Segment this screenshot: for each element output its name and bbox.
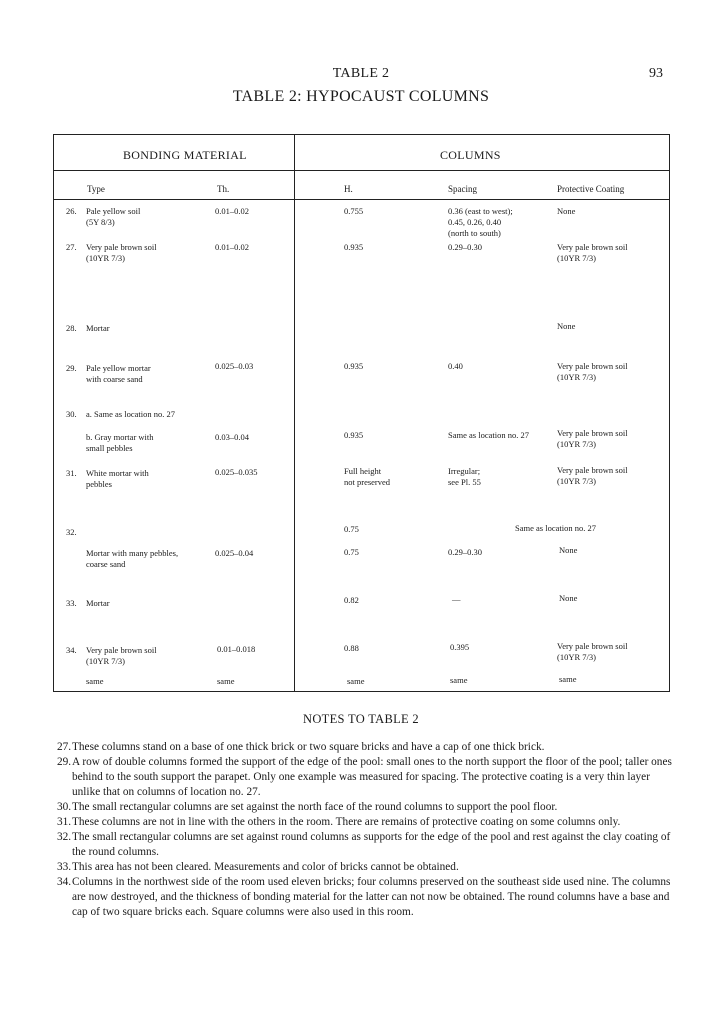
table-vertical-divider bbox=[294, 134, 295, 692]
page-number: 93 bbox=[649, 66, 663, 81]
cell-spacing: 0.40 bbox=[448, 361, 463, 371]
note-number: 33. bbox=[57, 861, 72, 873]
note-text: This area has not been cleared. Measurements and color of bricks cannot be obtained. bbox=[72, 861, 459, 873]
note-item bbox=[57, 860, 677, 875]
cell-coating: Very pale brown soil (10YR 7/3) bbox=[557, 641, 628, 662]
cell-coating: None bbox=[557, 206, 576, 216]
cell-type: Mortar bbox=[86, 323, 110, 333]
cell-spacing: Irregular; see Pl. 55 bbox=[448, 466, 481, 487]
cell-thickness: 0.01–0.02 bbox=[215, 242, 249, 252]
note-text: These columns are not in line with the others in the room. There are remains of protective coating on some columns only. bbox=[72, 816, 621, 828]
page-header-title: TABLE 2 bbox=[332, 66, 390, 81]
note-number: 29. bbox=[57, 756, 72, 768]
note-number: 31. bbox=[57, 816, 72, 828]
cell-height: 0.935 bbox=[344, 242, 364, 252]
row-number: 30. bbox=[66, 409, 77, 419]
cell-height: 0.755 bbox=[344, 206, 364, 216]
row-number: 31. bbox=[66, 468, 77, 478]
cell-type: same bbox=[86, 676, 104, 686]
column-header-protective-coating: Protective Coating bbox=[557, 184, 625, 194]
note-text: These columns stand on a base of one thick brick or two square bricks and have a cap of one thick brick. bbox=[72, 741, 545, 753]
note-text: The small rectangular columns are set against round columns as supports for the edge of the pool and rest against the clay coating of the round columns. bbox=[72, 831, 671, 858]
note-item bbox=[57, 815, 677, 830]
cell-height: 0.82 bbox=[344, 595, 359, 605]
note-number: 30. bbox=[57, 801, 72, 813]
cell-coating: Very pale brown soil (10YR 7/3) bbox=[557, 465, 628, 486]
row-number: 28. bbox=[66, 323, 77, 333]
column-header-height: H. bbox=[344, 184, 353, 194]
table-group-header-rule bbox=[53, 170, 670, 171]
cell-coating: Very pale brown soil (10YR 7/3) bbox=[557, 242, 628, 263]
cell-coating: Very pale brown soil (10YR 7/3) bbox=[557, 361, 628, 382]
cell-height: 0.75 bbox=[344, 547, 359, 557]
cell-thickness: 0.025–0.04 bbox=[215, 548, 254, 558]
cell-spacing: 0.36 (east to west); 0.45, 0.26, 0.40 (north to south) bbox=[448, 206, 513, 238]
cell-thickness: 0.025–0.035 bbox=[215, 467, 258, 477]
cell-type: a. Same as location no. 27 bbox=[86, 409, 175, 419]
cell-spacing: 0.29–0.30 bbox=[448, 547, 482, 557]
column-header-type: Type bbox=[87, 184, 105, 194]
cell-coating: None bbox=[559, 593, 578, 603]
row-number: 34. bbox=[66, 645, 77, 655]
cell-height: 0.88 bbox=[344, 643, 359, 653]
cell-thickness: same bbox=[217, 676, 235, 686]
cell-thickness: 0.01–0.018 bbox=[217, 644, 256, 654]
note-number: 32. bbox=[57, 831, 72, 843]
cell-height: 0.75 bbox=[344, 524, 359, 534]
cell-type: Mortar with many pebbles, coarse sand bbox=[86, 548, 179, 569]
cell-type: White mortar with pebbles bbox=[86, 468, 149, 489]
cell-height: same bbox=[347, 676, 365, 686]
row-number: 27. bbox=[66, 242, 77, 252]
row-number: 33. bbox=[66, 598, 77, 608]
cell-height: Full height not preserved bbox=[344, 466, 391, 487]
note-item bbox=[57, 800, 677, 815]
cell-thickness: 0.025–0.03 bbox=[215, 361, 254, 371]
cell-spacing: same bbox=[450, 675, 468, 685]
column-header-spacing: Spacing bbox=[448, 184, 477, 194]
cell-type: Mortar bbox=[86, 598, 110, 608]
group-header-columns: COLUMNS bbox=[440, 148, 501, 162]
note-item bbox=[57, 740, 677, 755]
cell-spacing: Same as location no. 27 bbox=[448, 430, 529, 440]
cell-spacing: 0.29–0.30 bbox=[448, 242, 482, 252]
cell-height: 0.935 bbox=[344, 430, 364, 440]
note-number: 27. bbox=[57, 741, 72, 753]
note-item bbox=[57, 755, 677, 800]
cell-type: Very pale brown soil (10YR 7/3) bbox=[86, 242, 157, 263]
row-number: 26. bbox=[66, 206, 77, 216]
table-title: TABLE 2: HYPOCAUST COLUMNS bbox=[232, 88, 490, 105]
cell-thickness: 0.01–0.02 bbox=[215, 206, 249, 216]
cell-spacing: — bbox=[452, 594, 461, 604]
cell-thickness: 0.03–0.04 bbox=[215, 432, 249, 442]
note-text: The small rectangular columns are set against the north face of the round columns to support the pool floor. bbox=[72, 801, 558, 813]
cell-type: Pale yellow soil (5Y 8/3) bbox=[86, 206, 141, 227]
row-number: 29. bbox=[66, 363, 77, 373]
cell-coating: None bbox=[557, 321, 576, 331]
cell-type: Pale yellow mortar with coarse sand bbox=[86, 363, 151, 384]
cell-coating: same bbox=[559, 674, 577, 684]
cell-spacing-coating-spanning: Same as location no. 27 bbox=[515, 523, 596, 533]
cell-type: Very pale brown soil (10YR 7/3) bbox=[86, 645, 157, 666]
note-item bbox=[57, 830, 677, 860]
column-header-thickness: Th. bbox=[217, 184, 230, 194]
cell-height: 0.935 bbox=[344, 361, 364, 371]
cell-coating: Very pale brown soil (10YR 7/3) bbox=[557, 428, 628, 449]
group-header-bonding-material: BONDING MATERIAL bbox=[123, 148, 247, 162]
cell-spacing: 0.395 bbox=[450, 642, 470, 652]
row-number: 32. bbox=[66, 527, 77, 537]
note-text: A row of double columns formed the support of the edge of the pool: small ones to the north support the floor of the pool; taller ones behind to the south support the parapet. Only one example was measured for spacing. The protective coating is a very thin layer unlike that on columns of location no. 27. bbox=[72, 756, 672, 798]
cell-coating: None bbox=[559, 545, 578, 555]
note-item bbox=[57, 875, 677, 920]
table-column-header-rule bbox=[53, 199, 670, 200]
notes-title: NOTES TO TABLE 2 bbox=[303, 712, 419, 726]
note-text: Columns in the northwest side of the room used eleven bricks; four columns preserved on the southeast side used nine. The columns are now destroyed, and the thickness of bonding material for the latter can not now be obtained. The round columns have a base and cap of two square bricks each. Square columns were also used in this room. bbox=[72, 876, 671, 918]
note-number: 34. bbox=[57, 876, 72, 888]
cell-type: b. Gray mortar with small pebbles bbox=[86, 432, 154, 453]
